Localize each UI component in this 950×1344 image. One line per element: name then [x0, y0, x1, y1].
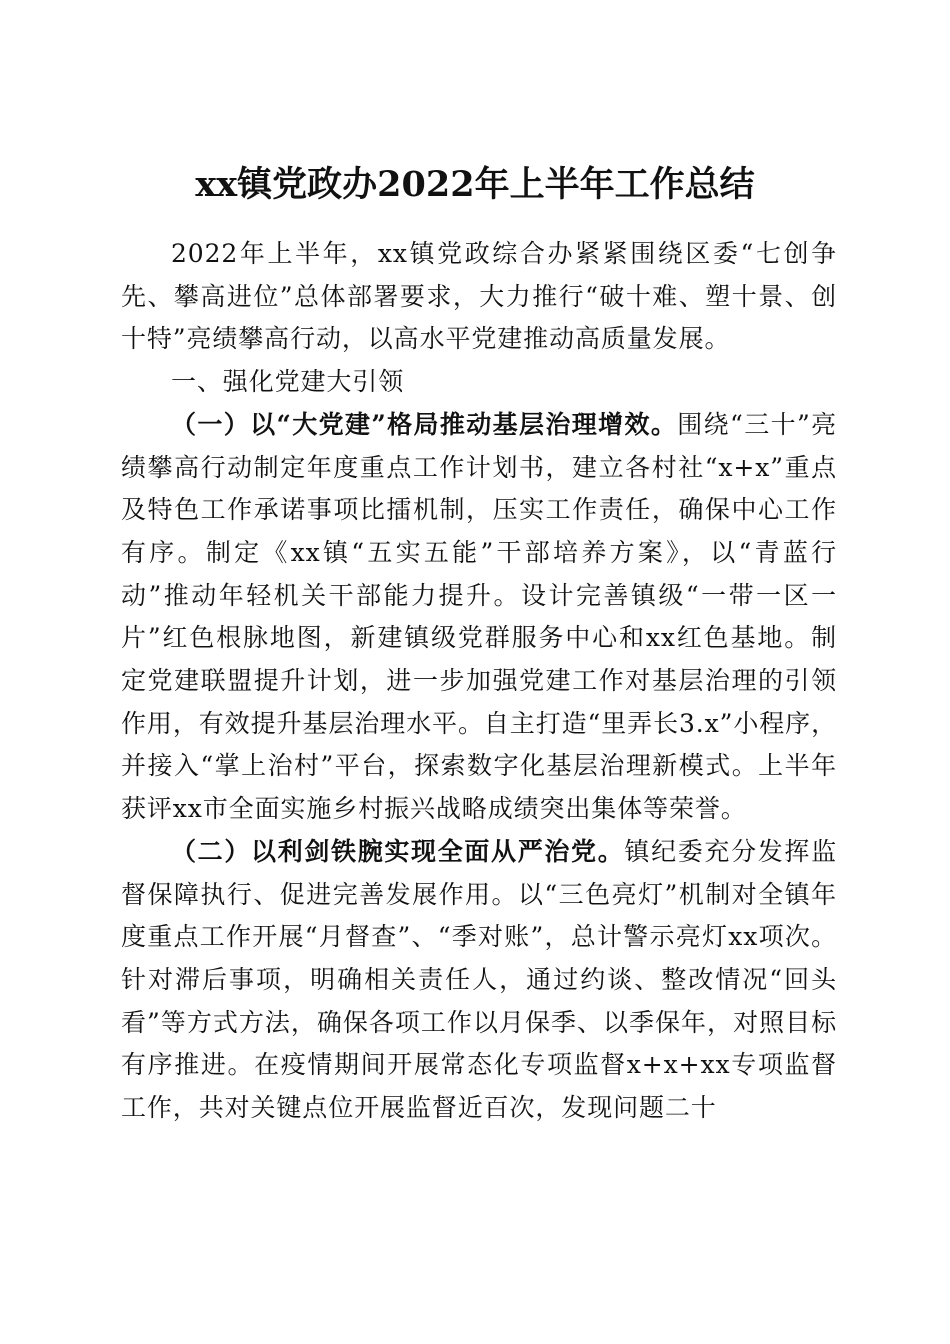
body-paragraph: [121, 404, 837, 831]
paragraph-lead: （一）以“大党建”格局推动基层治理增效。: [171, 409, 678, 439]
intro-paragraph: 2022年上半年，xx镇党政综合办紧紧围绕区委“七创争先、攀高进位”总体部署要求，大力推行“破十难、塑十景、创十特”亮绩攀高行动，以高水平党建推动高质量发展。: [121, 239, 837, 354]
paragraph-text: 镇纪委充分发挥监督保障执行、促进完善发展作用。以“三色亮灯”机制对全镇年度重点工作开展“月督查”、“季对账”，总计警示亮灯xx项次。针对滞后事项，明确相关责任人，通过约谈、整改情况“回头看”等方式方法，确保各项工作以月保季、以季保年，对照目标有序推进。在疫情期间开展常态化专项监督x+x+xx专项监督工作，共对关键点位开展监督近百次，发现问题二十: [121, 836, 837, 1123]
paragraph-text: 围绕“三十”亮绩攀高行动制定年度重点工作计划书，建立各村社“x+x”重点及特色工作承诺事项比擂机制，压实工作责任，确保中心工作有序。制定《xx镇“五实五能”干部培养方案》，以“青蓝行动”推动年轻机关干部能力提升。设计完善镇级“一带一区一片”红色根脉地图，新建镇级党群服务中心和xx红色基地。制定党建联盟提升计划，进一步加强党建工作对基层治理的引领作用，有效提升基层治理水平。自主打造“里弄长3.x”小程序，并接入“掌上治村”平台，探索数字化基层治理新模式。上半年获评xx市全面实施乡村振兴战略成绩突出集体等荣誉。: [121, 409, 837, 824]
body-paragraph: [121, 831, 837, 1130]
document-title: xx镇党政办2022年上半年工作总结: [195, 164, 755, 206]
section-heading: 一、强化党建大引领: [171, 367, 405, 397]
paragraph-lead: （二）以利剑铁腕实现全面从严治党。: [171, 836, 625, 866]
document-body: [121, 233, 837, 1130]
